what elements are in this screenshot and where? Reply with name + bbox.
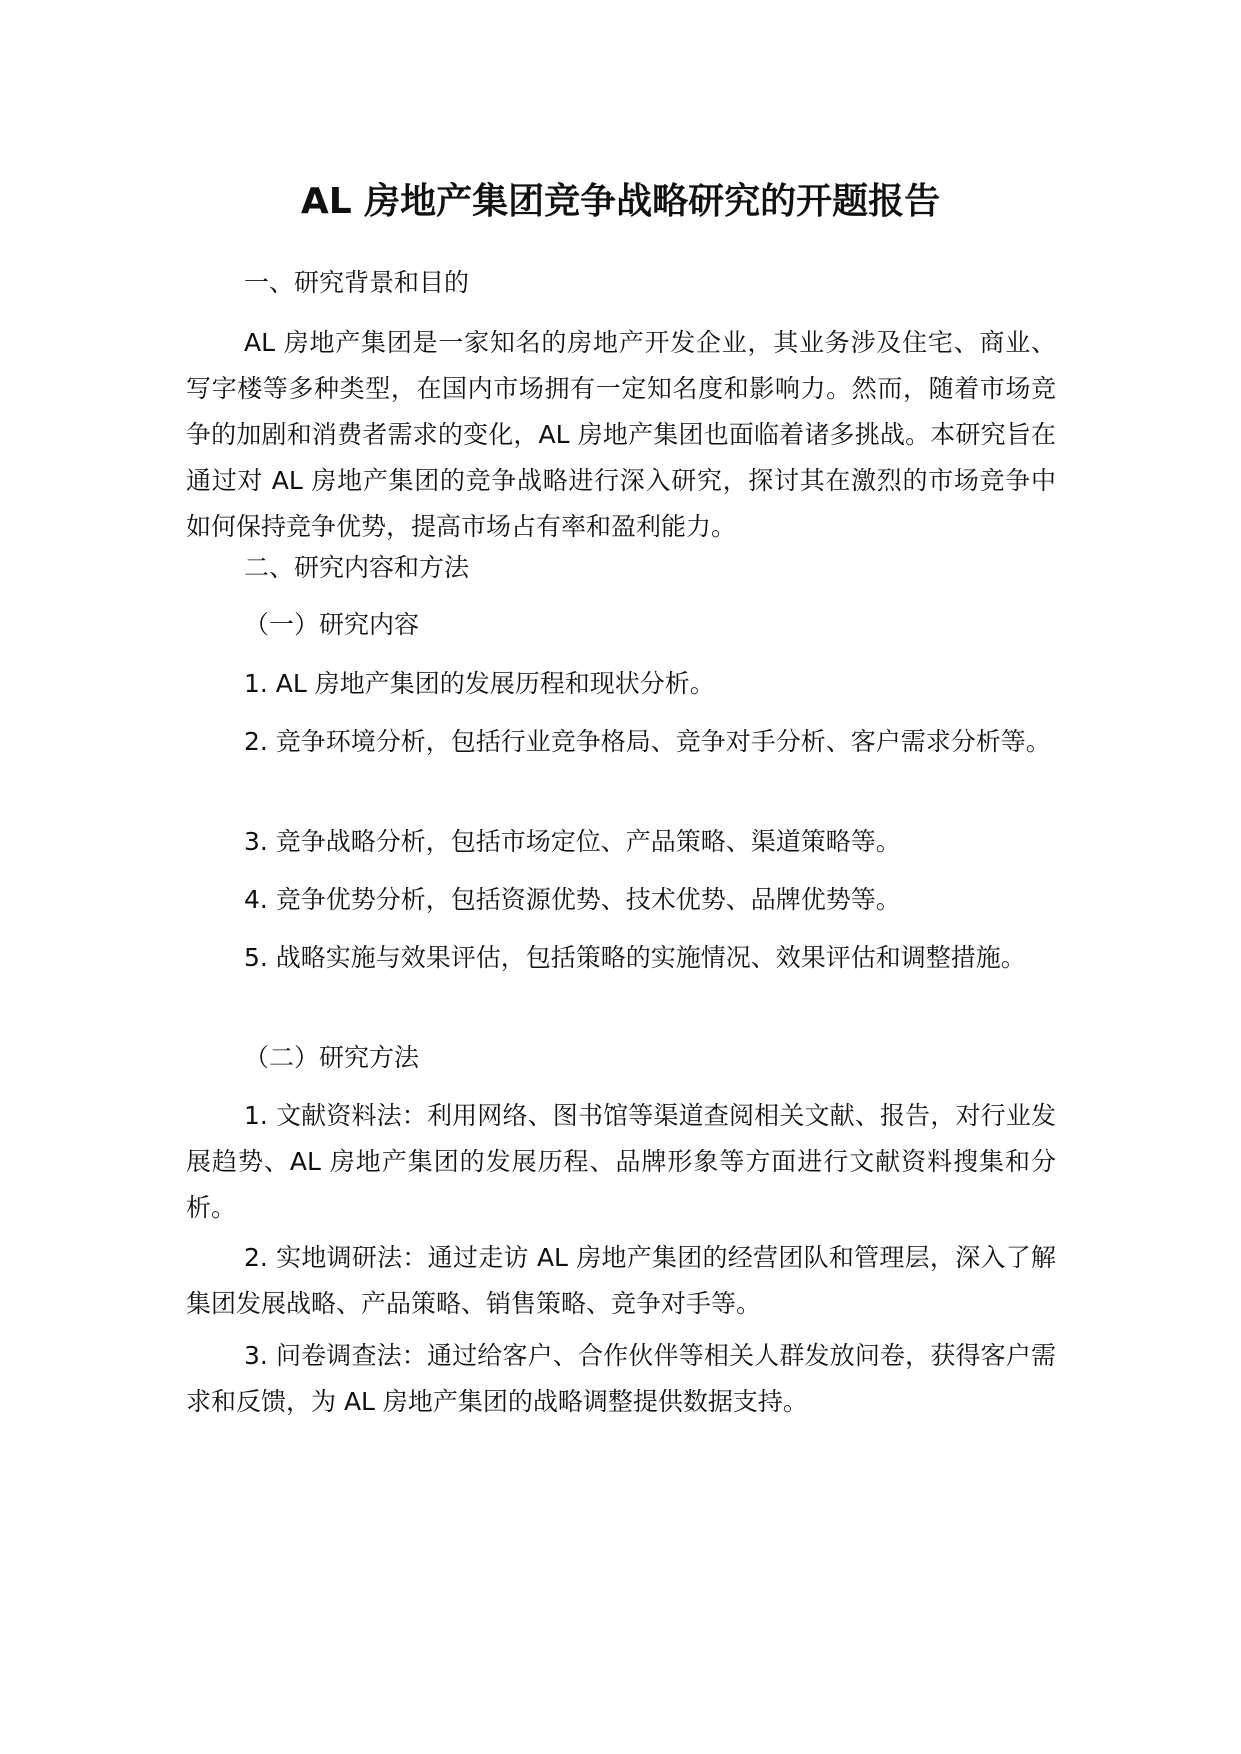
subheading-research-content: （一）研究内容 bbox=[244, 610, 420, 639]
method-item-2: 2. 实地调研法：通过走访 AL 房地产集团的经营团队和管理层，深入了解集团发展战略、产品策略、销售策略、竞争对手等。 bbox=[186, 1243, 1056, 1318]
content-item-3: 3. 竞争战略分析，包括市场定位、产品策略、渠道策略等。 bbox=[244, 827, 901, 856]
content-item-2: 2. 竞争环境分析，包括行业竞争格局、竞争对手分析、客户需求分析等。 bbox=[244, 727, 1051, 756]
method-item-1: 1. 文献资料法：利用网络、图书馆等渠道查阅相关文献、报告，对行业发展趋势、AL 房地产集团的发展历程、品牌形象等方面进行文献资料搜集和分析。 bbox=[186, 1101, 1056, 1222]
method-item-3: 3. 问卷调查法：通过给客户、合作伙伴等相关人群发放问卷，获得客户需求和反馈，为 AL 房地产集团的战略调整提供数据支持。 bbox=[186, 1341, 1056, 1416]
content-item-4: 4. 竞争优势分析，包括资源优势、技术优势、品牌优势等。 bbox=[244, 885, 901, 914]
content-item-5: 5. 战略实施与效果评估，包括策略的实施情况、效果评估和调整措施。 bbox=[244, 943, 1026, 972]
section-heading-background: 一、研究背景和目的 bbox=[244, 268, 470, 297]
content-item-1: 1. AL 房地产集团的发展历程和现状分析。 bbox=[244, 669, 715, 698]
subheading-research-methods: （二）研究方法 bbox=[244, 1043, 420, 1072]
section-heading-content-methods: 二、研究内容和方法 bbox=[244, 553, 470, 582]
document-title: AL 房地产集团竞争战略研究的开题报告 bbox=[300, 181, 941, 222]
paragraph-background: AL 房地产集团是一家知名的房地产开发企业，其业务涉及住宅、商业、写字楼等多种类型，在国内市场拥有一定知名度和影响力。然而，随着市场竞争的加剧和消费者需求的变化，AL 房地产集团也面临着诸多挑战。本研究旨在通过对 AL 房地产集团的竞争战略进行深入研究，探讨其在激烈的市场竞争中如何保持竞争优势，提高市场占有率和盈利能力。 bbox=[186, 328, 1056, 541]
